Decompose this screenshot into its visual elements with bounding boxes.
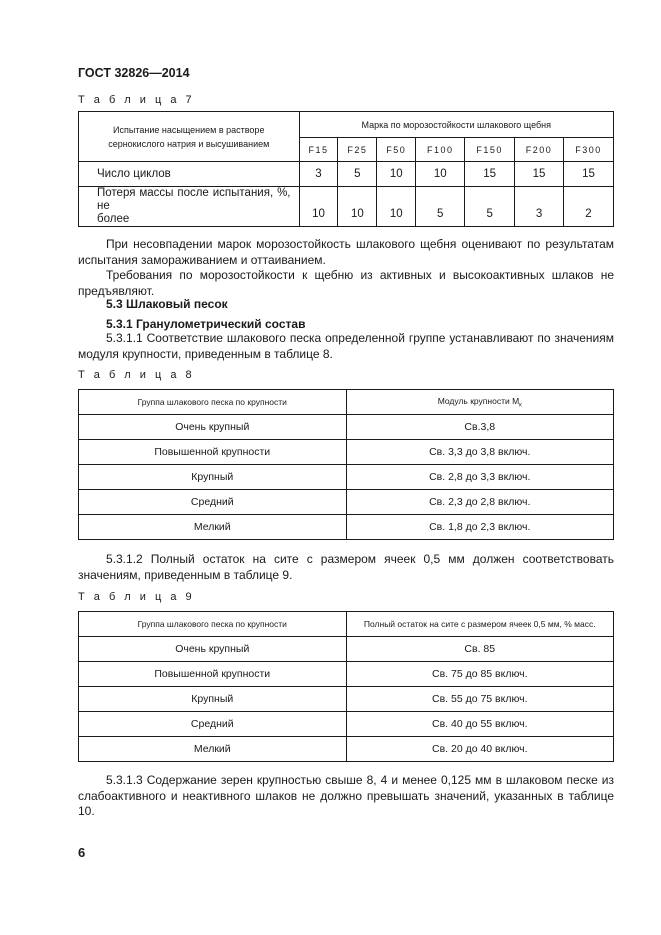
subsection-heading: 5.3.1 Гранулометрический состав	[106, 317, 306, 331]
group-cell: Очень крупный	[79, 415, 347, 440]
table-8	[78, 389, 614, 540]
value-cell: Св. 75 до 85 включ.	[346, 662, 613, 687]
group-cell: Мелкий	[79, 737, 347, 762]
value-cell: 10	[377, 162, 416, 187]
value-cell: 15	[465, 162, 515, 187]
value-cell: Св. 1,8 до 2,3 включ.	[346, 515, 613, 540]
value-cell: 15	[564, 162, 614, 187]
table-row	[79, 465, 614, 490]
table-9-residue-header: Полный остаток на сите с размером ячеек 0,5 мм, % масс.	[346, 612, 613, 637]
group-cell: Крупный	[79, 465, 347, 490]
value-cell: 5	[338, 162, 377, 187]
table-7	[78, 111, 614, 227]
table-row	[79, 637, 614, 662]
table-row	[79, 687, 614, 712]
grade-cell: F150	[465, 138, 515, 162]
value-cell: Св. 3,3 до 3,8 включ.	[346, 440, 613, 465]
table-row	[79, 162, 614, 187]
group-cell: Мелкий	[79, 515, 347, 540]
table-8-caption: Т а б л и ц а 8	[78, 369, 195, 381]
paragraph-block	[78, 773, 614, 820]
value-cell: Св. 40 до 55 включ.	[346, 712, 613, 737]
value-cell: Св.3,8	[346, 415, 613, 440]
group-cell: Крупный	[79, 687, 347, 712]
table-7-grade-header: Марка по морозостойкости шлакового щебня	[299, 112, 614, 138]
value-cell: 2	[564, 187, 614, 227]
value-cell: 10	[338, 187, 377, 227]
paragraph-block	[78, 237, 614, 299]
value-cell: Св. 2,8 до 3,3 включ.	[346, 465, 613, 490]
table-7-caption: Т а б л и ц а 7	[78, 94, 195, 106]
value-cell: 3	[515, 187, 564, 227]
table-8-modulus-header: Модуль крупности $М_к$	[346, 390, 613, 415]
grade-cell: F50	[377, 138, 416, 162]
value-cell: Св. 85	[346, 637, 613, 662]
value-cell: 15	[515, 162, 564, 187]
group-cell: Средний	[79, 712, 347, 737]
paragraph: 5.3.1.1 Соответствие шлакового песка определенной группе устанавливают по значениям модуля крупности, приведенным в таблице 8.	[78, 331, 614, 361]
table-row	[79, 415, 614, 440]
paragraph: Требования по морозостойкости к щебню из активных и высокоактивных шлаков не предъявляют.	[78, 268, 614, 298]
paragraph: При несовпадении марок морозостойкость шлакового щебня оценивают по результатам испытания замораживанием и оттаиванием.	[78, 237, 614, 267]
value-cell: 3	[299, 162, 338, 187]
value-cell: 10	[299, 187, 338, 227]
group-cell: Повышенной крупности	[79, 440, 347, 465]
grade-cell: F25	[338, 138, 377, 162]
page-number: 6	[78, 845, 86, 860]
table-7-test-header: Испытание насыщением в растворе сернокислого натрия и высушиванием	[79, 112, 300, 162]
paragraph-block	[78, 331, 614, 362]
table-row	[79, 515, 614, 540]
grade-cell: F100	[416, 138, 465, 162]
grade-cell: F300	[564, 138, 614, 162]
value-cell: Св. 2,3 до 2,8 включ.	[346, 490, 613, 515]
value-cell: 5	[465, 187, 515, 227]
row-label: Число циклов	[79, 162, 300, 187]
table-9-caption: Т а б л и ц а 9	[78, 591, 195, 603]
value-cell: Св. 20 до 40 включ.	[346, 737, 613, 762]
table-row	[79, 662, 614, 687]
section-heading: 5.3 Шлаковый песок	[106, 297, 228, 311]
value-cell: 10	[416, 162, 465, 187]
group-cell: Средний	[79, 490, 347, 515]
table-row	[79, 712, 614, 737]
table-9-group-header: Группа шлакового песка по крупности	[79, 612, 347, 637]
value-cell: 5	[416, 187, 465, 227]
grade-cell: F15	[299, 138, 338, 162]
paragraph: 5.3.1.3 Содержание зерен крупностью свыше 8, 4 и менее 0,125 мм в шлаковом песке из слабоактивного и неактивного шлаков не должно превышать значений, указанных в таблице 10.	[78, 773, 614, 818]
table-row	[79, 187, 614, 227]
table-9	[78, 611, 614, 762]
table-row	[79, 737, 614, 762]
table-row	[79, 440, 614, 465]
paragraph: 5.3.1.2 Полный остаток на сите с размером ячеек 0,5 мм должен соответствовать значениям, приведенным в таблице 9.	[78, 552, 614, 582]
row-label: Потеря массы после испытания, %, не более	[79, 187, 300, 227]
group-cell: Очень крупный	[79, 637, 347, 662]
value-cell: Св. 55 до 75 включ.	[346, 687, 613, 712]
value-cell: 10	[377, 187, 416, 227]
grade-cell: F200	[515, 138, 564, 162]
table-8-group-header: Группа шлакового песка по крупности	[79, 390, 347, 415]
table-row	[79, 490, 614, 515]
group-cell: Повышенной крупности	[79, 662, 347, 687]
document-header: ГОСТ 32826—2014	[78, 66, 190, 80]
paragraph-block	[78, 552, 614, 583]
